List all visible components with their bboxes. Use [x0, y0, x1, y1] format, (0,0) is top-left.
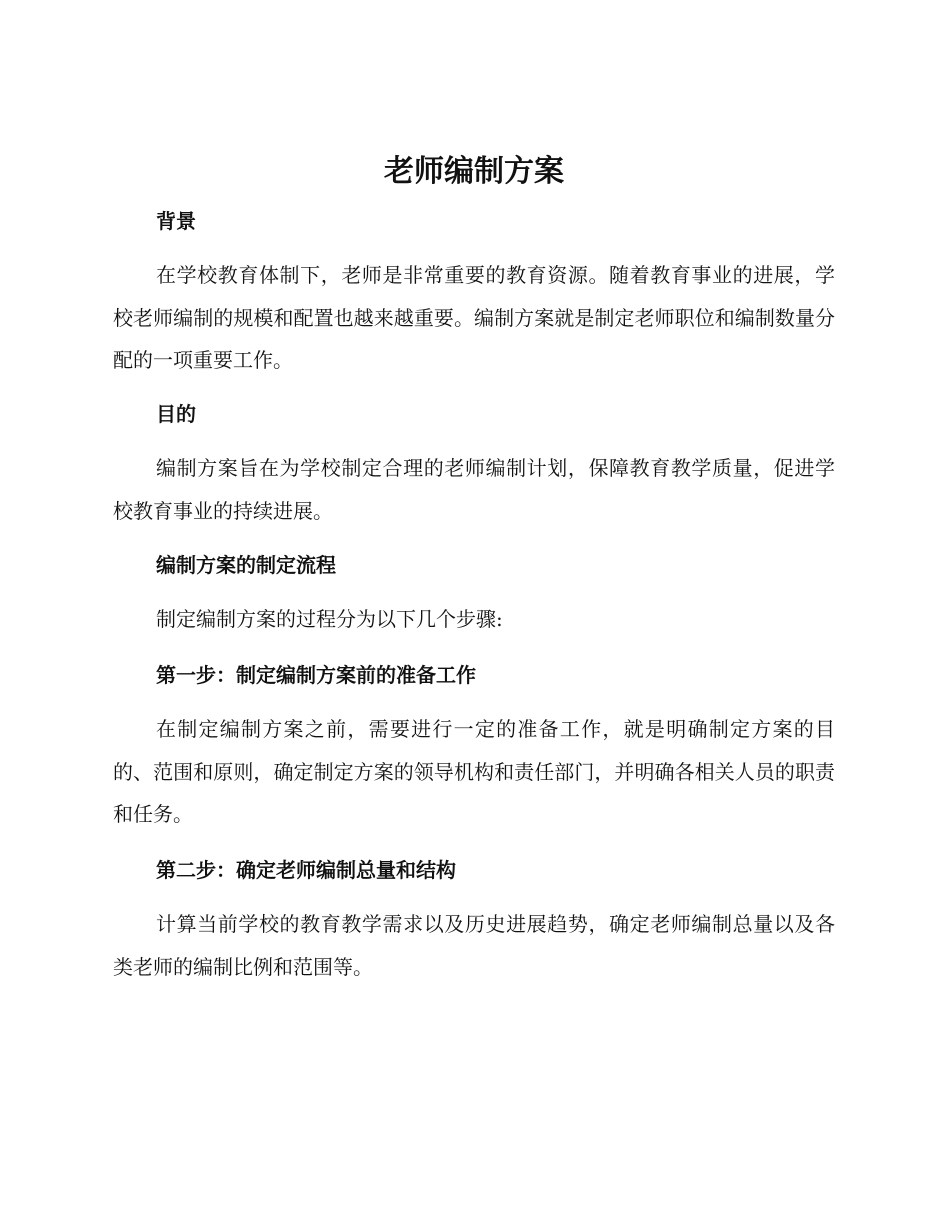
section-paragraph-step-two: 计算当前学校的教育教学需求以及历史进展趋势，确定老师编制总量以及各类老师的编制比例和范围等。: [113, 912, 835, 979]
section-heading-process: 编制方案的制定流程: [156, 553, 336, 577]
section-paragraph-background: 在学校教育体制下，老师是非常重要的教育资源。随着教育事业的进展，学校老师编制的规模和配置也越来越重要。编制方案就是制定老师职位和编制数量分配的一项重要工作。: [113, 263, 835, 372]
section-heading-step-one: 第一步：制定编制方案前的准备工作: [156, 663, 476, 687]
section-paragraph-purpose: 编制方案旨在为学校制定合理的老师编制计划，保障教育教学质量，促进学校教育事业的持续进展。: [113, 456, 835, 523]
section-heading-purpose: 目的: [156, 402, 196, 426]
section-paragraph-process: 制定编制方案的过程分为以下几个步骤:: [156, 607, 503, 631]
section-heading-step-two: 第二步：确定老师编制总量和结构: [156, 858, 456, 882]
section-heading-background: 背景: [156, 209, 196, 233]
document-title: 老师编制方案: [384, 154, 564, 189]
section-paragraph-step-one: 在制定编制方案之前，需要进行一定的准备工作，就是明确制定方案的目的、范围和原则，确定制定方案的领导机构和责任部门，并明确各相关人员的职责和任务。: [113, 717, 835, 826]
